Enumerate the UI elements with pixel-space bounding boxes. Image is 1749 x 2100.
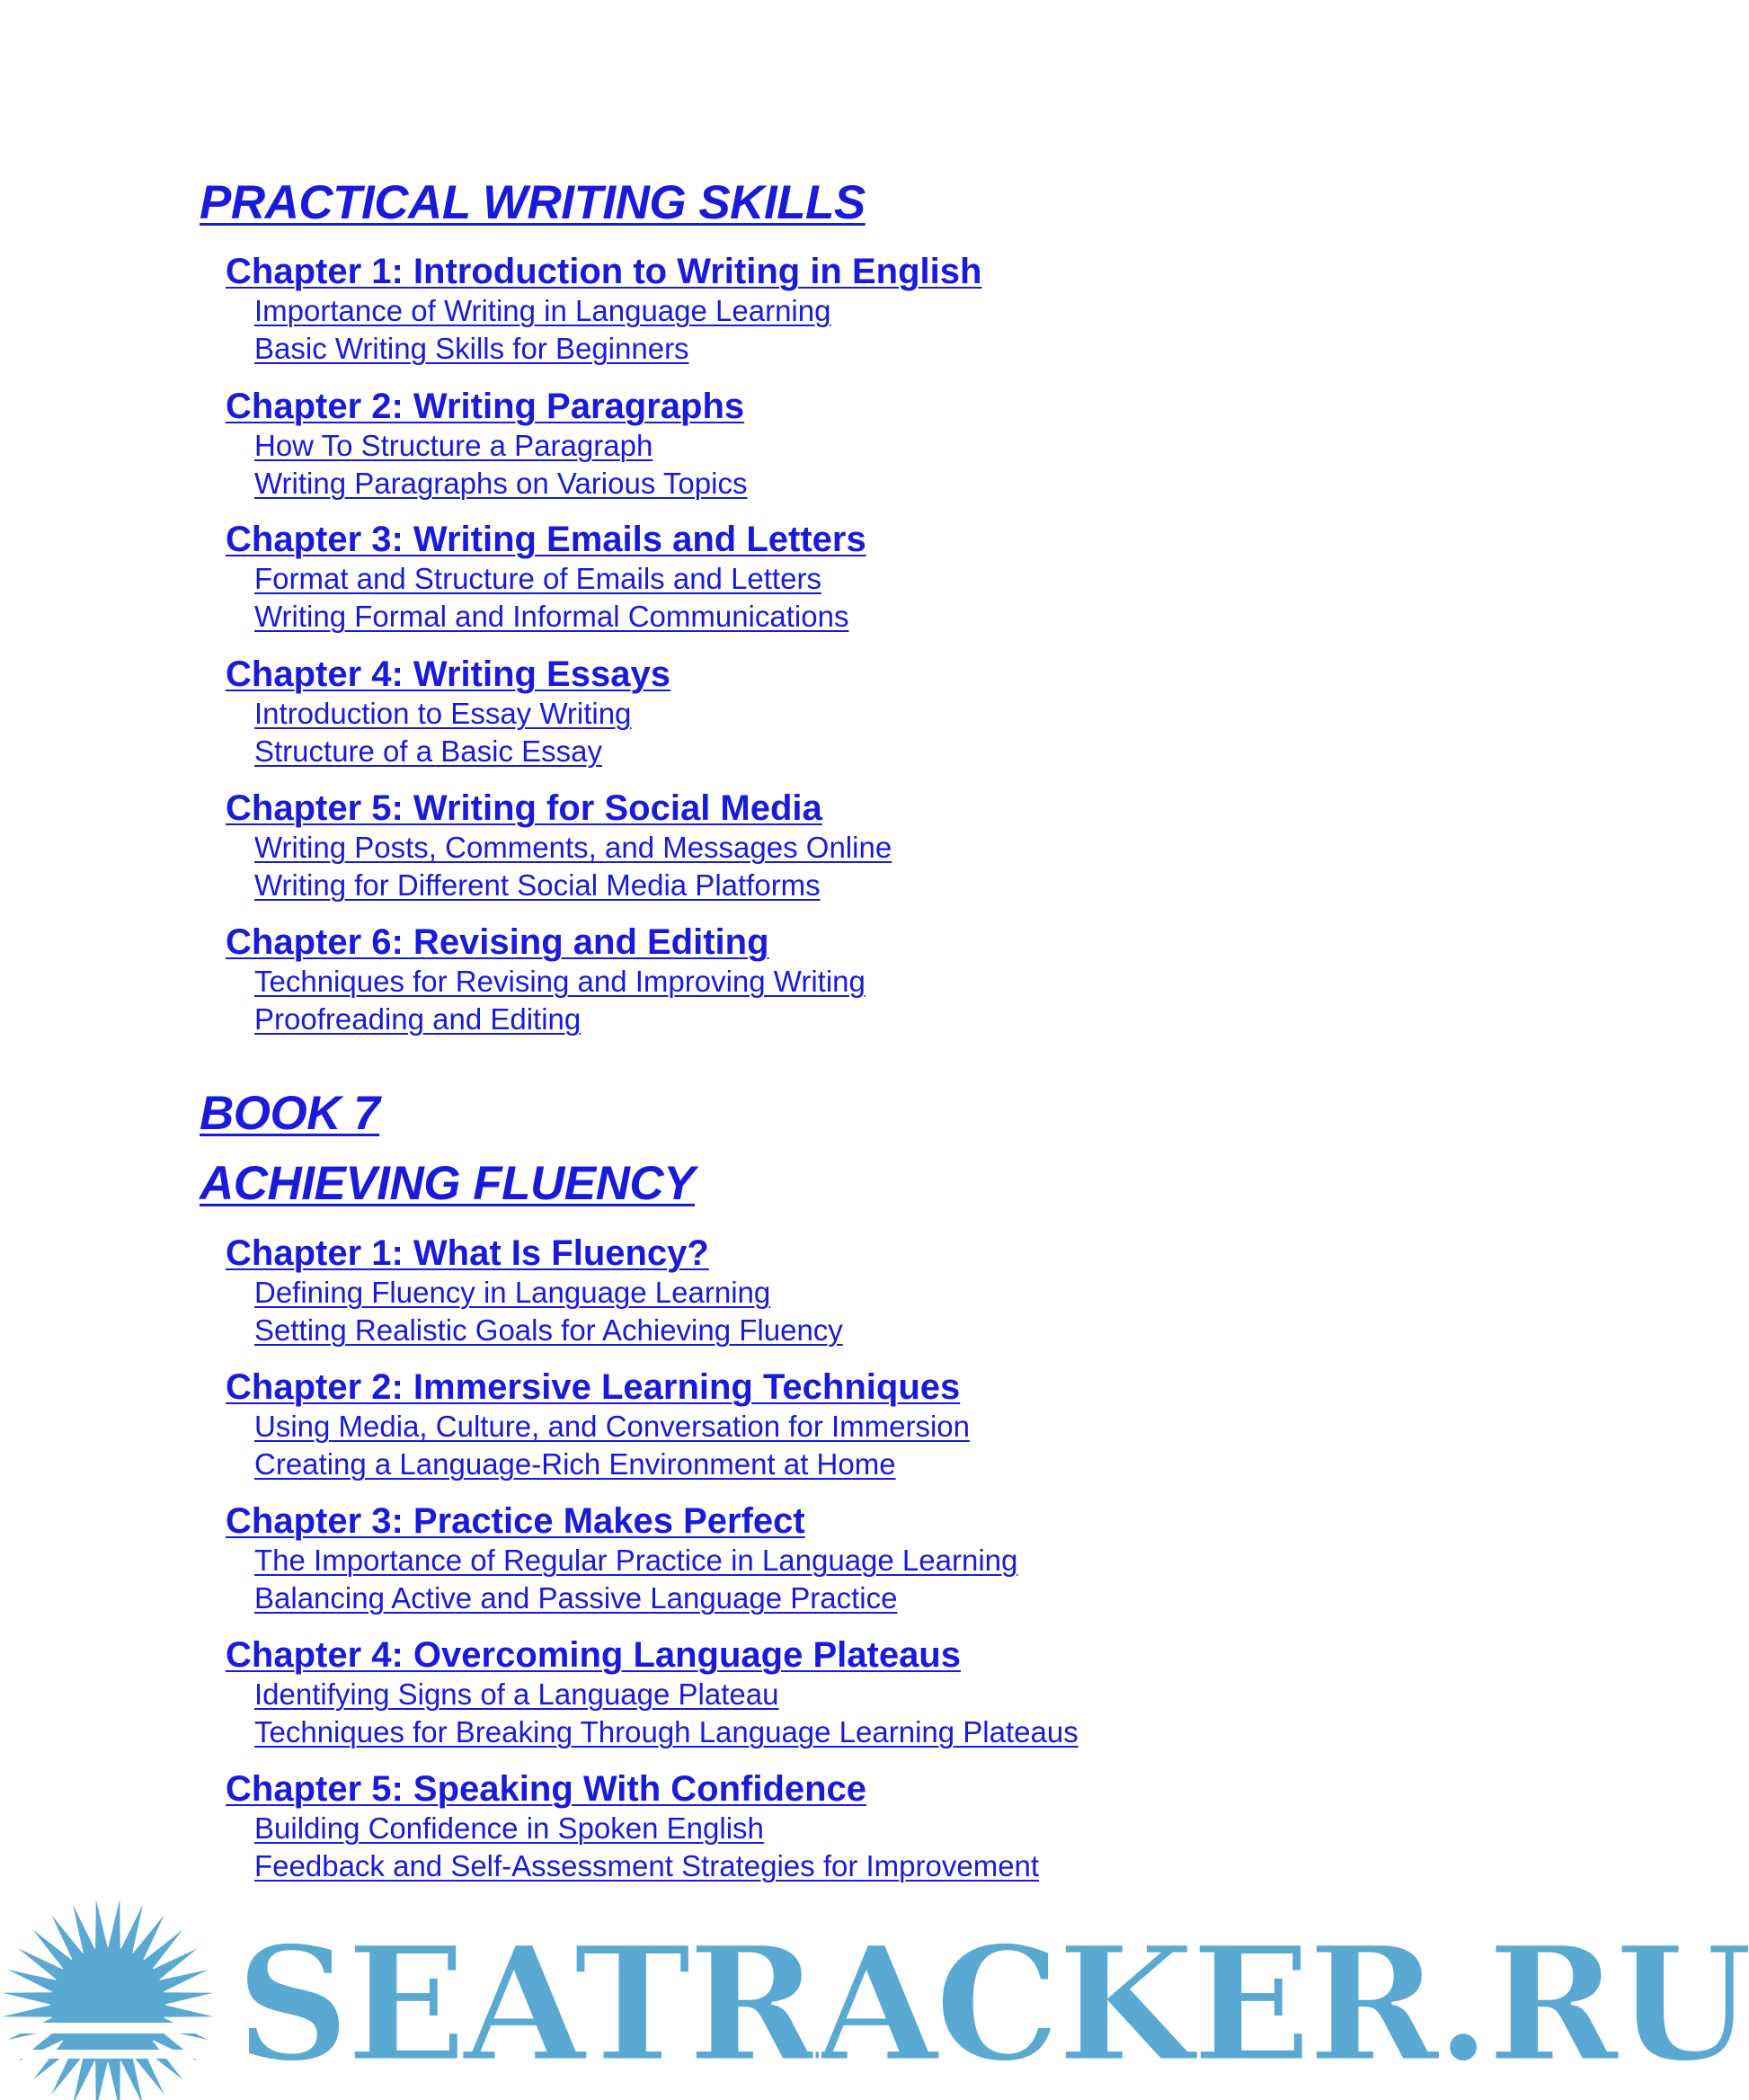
section-link[interactable]: Writing Posts, Comments, and Messages Online [254, 831, 892, 864]
chapter-link[interactable]: Chapter 1: Introduction to Writing in English [226, 252, 982, 291]
section-link[interactable]: Defining Fluency in Language Learning [254, 1276, 771, 1309]
section-item[interactable] [254, 1714, 1079, 1750]
section-link[interactable]: Setting Realistic Goals for Achieving Fluency [254, 1313, 843, 1347]
chapter-heading[interactable] [226, 788, 822, 829]
chapter-link[interactable]: Chapter 3: Writing Emails and Letters [226, 520, 866, 559]
section-item[interactable] [254, 964, 866, 1000]
chapter-link[interactable]: Chapter 1: What Is Fluency? [226, 1233, 709, 1273]
section-link[interactable]: Balancing Active and Passive Language Practice [254, 1581, 898, 1615]
chapter-link[interactable]: Chapter 3: Practice Makes Perfect [226, 1501, 805, 1541]
book-number[interactable] [200, 1087, 379, 1141]
chapter-link[interactable]: Chapter 5: Writing for Social Media [226, 788, 822, 828]
section-link[interactable]: Introduction to Essay Writing [254, 697, 632, 730]
section-item[interactable] [254, 1312, 843, 1348]
book-title[interactable] [200, 1157, 695, 1211]
section-link[interactable]: Building Confidence in Spoken English [254, 1811, 764, 1845]
section-item[interactable] [254, 1811, 764, 1846]
chapter-heading[interactable] [226, 921, 769, 963]
chapter-link[interactable]: Chapter 2: Immersive Learning Techniques [226, 1367, 961, 1407]
section-link[interactable]: Proofreading and Editing [254, 1002, 582, 1036]
chapter-link[interactable]: Chapter 6: Revising and Editing [226, 922, 769, 962]
section-link[interactable]: Importance of Writing in Language Learning [254, 294, 831, 327]
section-link[interactable]: Techniques for Breaking Through Language Learning Plateaus [254, 1715, 1079, 1749]
section-item[interactable] [254, 1001, 581, 1037]
section-link[interactable]: Writing Paragraphs on Various Topics [254, 467, 748, 500]
chapter-heading[interactable] [226, 519, 866, 560]
book-number-link[interactable]: BOOK 7 [200, 1087, 380, 1140]
section-item[interactable] [254, 830, 892, 866]
chapter-heading[interactable] [226, 251, 981, 292]
section-link[interactable]: Structure of a Basic Essay [254, 734, 602, 768]
section-link[interactable]: The Importance of Regular Practice in Language Learning [254, 1544, 1018, 1577]
chapter-heading[interactable] [226, 1366, 960, 1408]
section-link[interactable]: Writing for Different Social Media Platforms [254, 868, 821, 902]
chapter-link[interactable]: Chapter 2: Writing Paragraphs [226, 387, 745, 426]
section-item[interactable] [254, 696, 631, 732]
section-item[interactable] [254, 561, 821, 597]
section-item[interactable] [254, 1275, 770, 1311]
section-item[interactable] [254, 599, 848, 635]
section-link[interactable]: Identifying Signs of a Language Plateau [254, 1677, 779, 1711]
section-link[interactable]: Format and Structure of Emails and Letters [254, 562, 821, 595]
section-item[interactable] [254, 331, 689, 367]
section-link[interactable]: Creating a Language-Rich Environment at Home [254, 1447, 896, 1481]
chapter-heading[interactable] [226, 1232, 709, 1274]
section-link[interactable]: Using Media, Culture, and Conversation for Immersion [254, 1410, 971, 1443]
chapter-heading[interactable] [226, 1634, 961, 1676]
watermark-text: SEATRACKER.RU [235, 1911, 1749, 2097]
section-link[interactable]: Feedback and Self-Assessment Strategies for Improvement [254, 1849, 1040, 1882]
chapter-heading[interactable] [226, 386, 744, 427]
section-item[interactable] [254, 466, 747, 502]
chapter-link[interactable]: Chapter 4: Writing Essays [226, 654, 670, 694]
chapter-heading[interactable] [226, 654, 670, 695]
section-item[interactable] [254, 868, 821, 903]
section-link[interactable]: How To Structure a Paragraph [254, 429, 653, 462]
chapter-link[interactable]: Chapter 5: Speaking With Confidence [226, 1769, 867, 1809]
section-item[interactable] [254, 428, 653, 464]
section-item[interactable] [254, 1848, 1039, 1884]
book-title-link[interactable]: ACHIEVING FLUENCY [200, 1157, 695, 1210]
section-item[interactable] [254, 1580, 897, 1616]
section-item[interactable] [254, 1446, 896, 1482]
chapter-link[interactable]: Chapter 4: Overcoming Language Plateaus [226, 1635, 961, 1675]
section-item[interactable] [254, 293, 830, 329]
book-title-link[interactable]: PRACTICAL WRITING SKILLS [200, 176, 866, 229]
section-item[interactable] [254, 1409, 970, 1445]
chapter-heading[interactable] [226, 1500, 805, 1542]
section-item[interactable] [254, 1677, 778, 1713]
chapter-heading[interactable] [226, 1768, 866, 1810]
book-title[interactable] [200, 176, 866, 230]
section-link[interactable]: Basic Writing Skills for Beginners [254, 332, 689, 365]
section-item[interactable] [254, 1543, 1017, 1579]
section-link[interactable]: Writing Formal and Informal Communications [254, 600, 849, 633]
section-link[interactable]: Techniques for Revising and Improving Writing [254, 965, 866, 998]
section-item[interactable] [254, 734, 602, 770]
